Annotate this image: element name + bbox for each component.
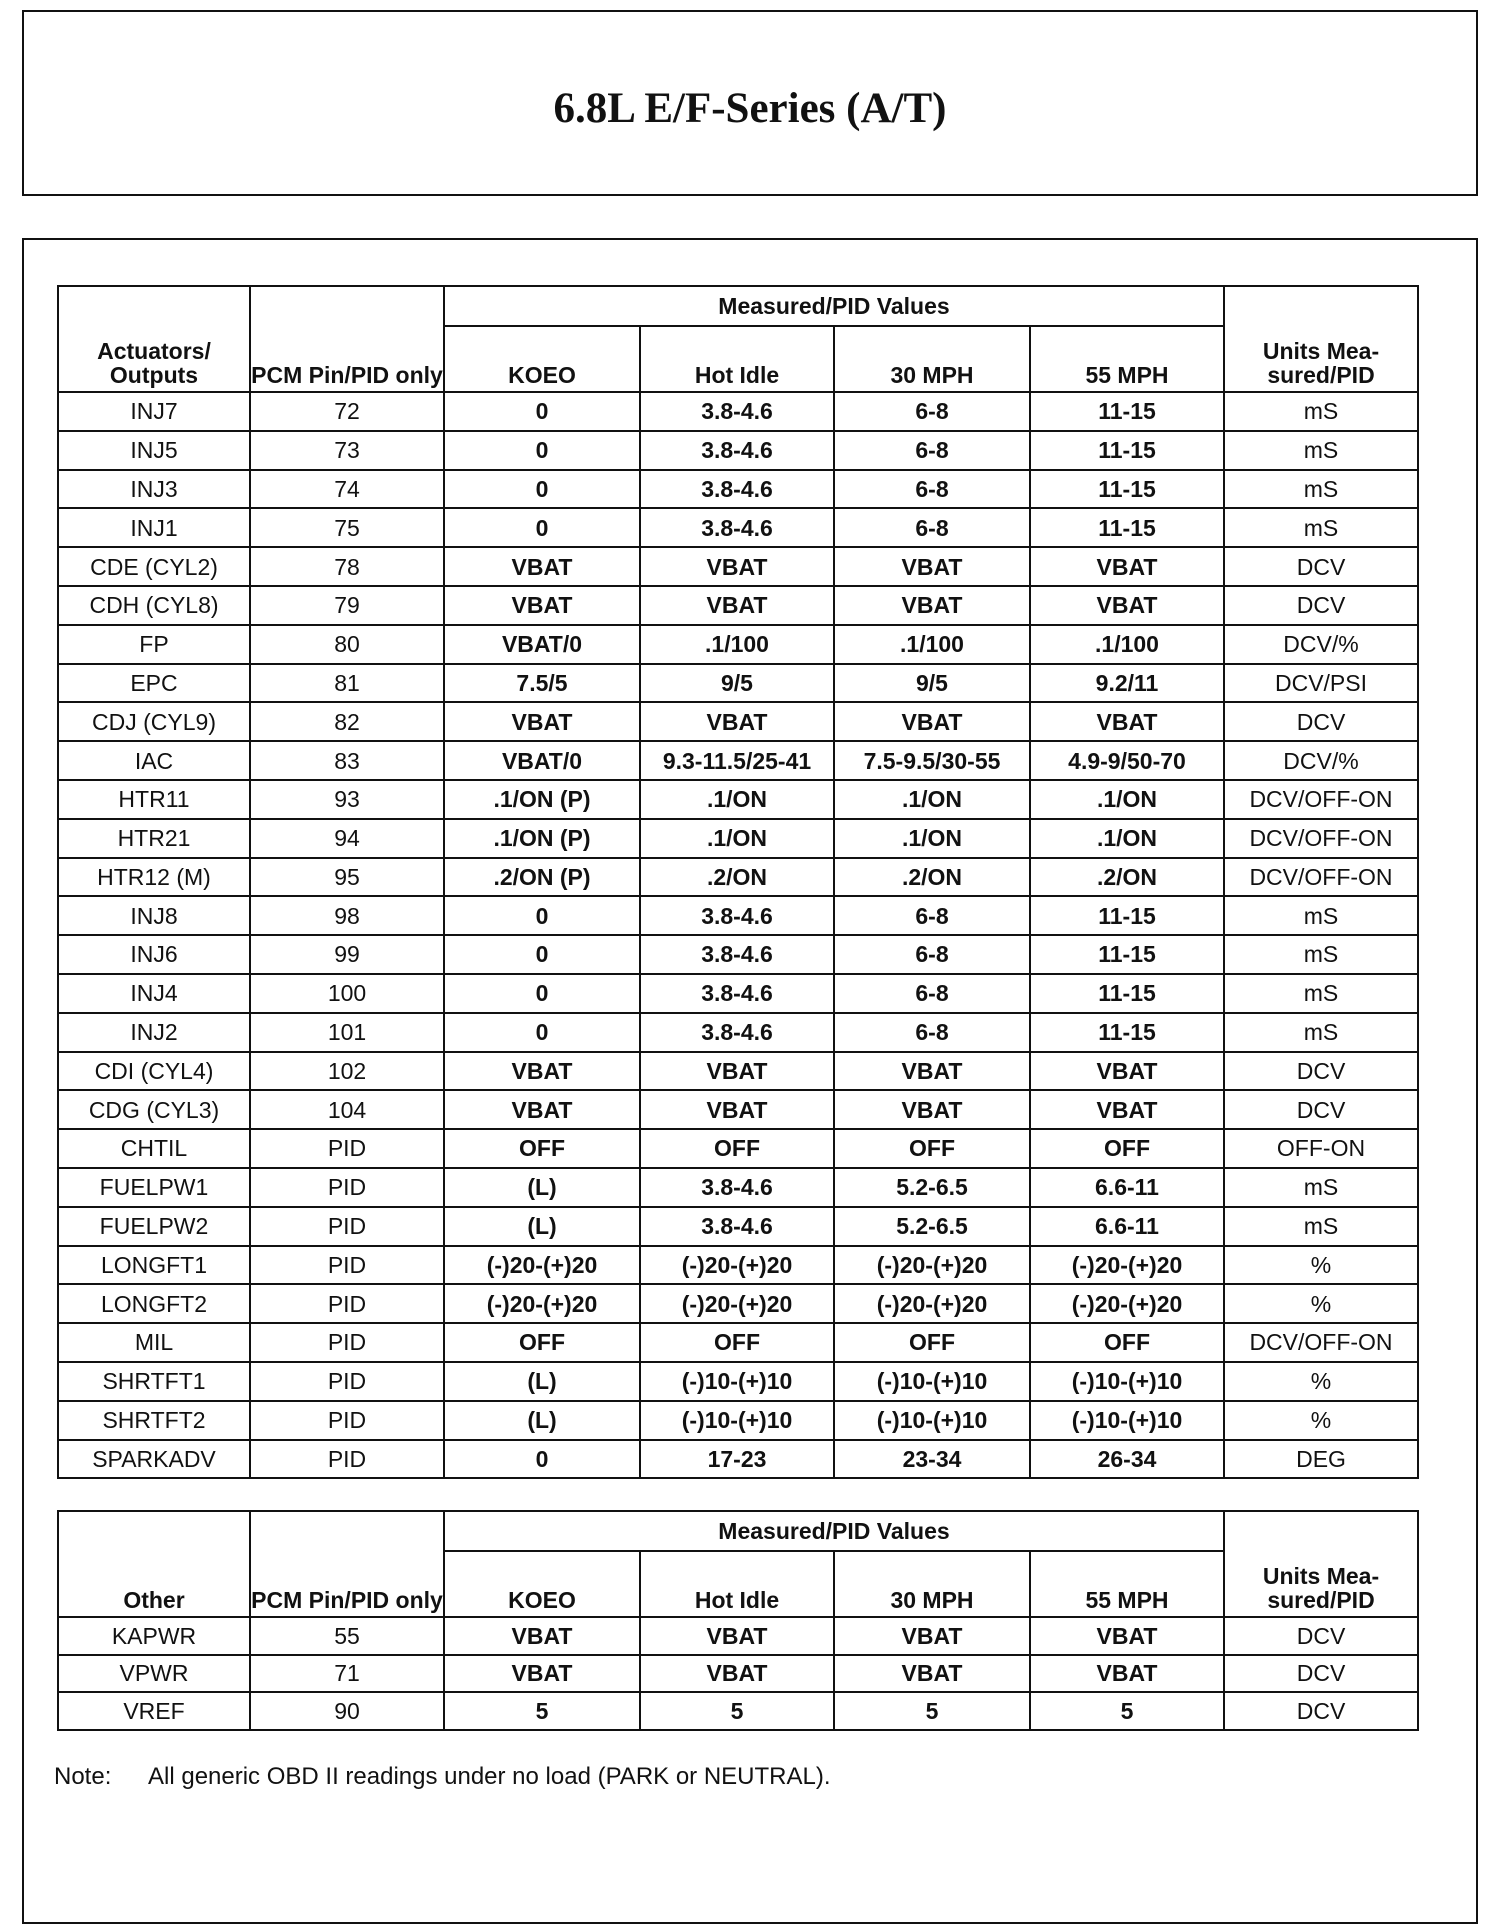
55mph-value: VBAT	[1030, 1090, 1224, 1129]
signal-name: SHRTFT2	[58, 1401, 250, 1440]
signal-name: CDJ (CYL9)	[58, 702, 250, 741]
signal-name: CDH (CYL8)	[58, 586, 250, 625]
55mph-value: VBAT	[1030, 586, 1224, 625]
col-header-hot-idle: Hot Idle	[640, 326, 834, 392]
55mph-value: (-)10-(+)10	[1030, 1362, 1224, 1401]
koeo-value: 0	[444, 974, 640, 1013]
pcm-pin: 55	[250, 1617, 444, 1655]
signal-name: VREF	[58, 1692, 250, 1730]
55mph-value: VBAT	[1030, 547, 1224, 586]
col-header-units: Units Mea- sured/PID	[1224, 1511, 1418, 1617]
units: mS	[1224, 470, 1418, 509]
pcm-pin: 100	[250, 974, 444, 1013]
pcm-pin: 104	[250, 1090, 444, 1129]
table-row	[58, 974, 1418, 1013]
30mph-value: .1/ON	[834, 780, 1030, 819]
koeo-value: 0	[444, 935, 640, 974]
units: DCV	[1224, 1692, 1418, 1730]
pcm-pin: 75	[250, 508, 444, 547]
signal-name: CDG (CYL3)	[58, 1090, 250, 1129]
hot-idle-value: 3.8-4.6	[640, 431, 834, 470]
koeo-value: (L)	[444, 1401, 640, 1440]
hot-idle-value: 3.8-4.6	[640, 1207, 834, 1246]
units: mS	[1224, 1168, 1418, 1207]
koeo-value: OFF	[444, 1129, 640, 1168]
table-row	[58, 702, 1418, 741]
table-row	[58, 664, 1418, 703]
pcm-pin: PID	[250, 1168, 444, 1207]
pcm-pin: 99	[250, 935, 444, 974]
table-row	[58, 1323, 1418, 1362]
koeo-value: VBAT	[444, 1090, 640, 1129]
units: mS	[1224, 935, 1418, 974]
koeo-value: VBAT	[444, 702, 640, 741]
units: DCV	[1224, 1617, 1418, 1655]
hot-idle-value: VBAT	[640, 586, 834, 625]
30mph-value: 5.2-6.5	[834, 1207, 1030, 1246]
30mph-value: VBAT	[834, 1090, 1030, 1129]
hot-idle-value: OFF	[640, 1129, 834, 1168]
units: DCV/OFF-ON	[1224, 1323, 1418, 1362]
col-header-hot-idle: Hot Idle	[640, 1551, 834, 1617]
pcm-pin: 80	[250, 625, 444, 664]
signal-name: SPARKADV	[58, 1440, 250, 1479]
koeo-value: .1/ON (P)	[444, 819, 640, 858]
signal-name: INJ4	[58, 974, 250, 1013]
30mph-value: (-)20-(+)20	[834, 1246, 1030, 1285]
30mph-value: 5	[834, 1692, 1030, 1730]
table-row	[58, 1207, 1418, 1246]
55mph-value: (-)20-(+)20	[1030, 1284, 1224, 1323]
signal-name: VPWR	[58, 1655, 250, 1693]
koeo-value: VBAT/0	[444, 741, 640, 780]
pcm-pin: 79	[250, 586, 444, 625]
55mph-value: 4.9-9/50-70	[1030, 741, 1224, 780]
hot-idle-value: (-)10-(+)10	[640, 1362, 834, 1401]
koeo-value: OFF	[444, 1323, 640, 1362]
pcm-pin: 72	[250, 392, 444, 431]
koeo-value: (L)	[444, 1207, 640, 1246]
hot-idle-value: VBAT	[640, 1052, 834, 1091]
units: mS	[1224, 508, 1418, 547]
pcm-pin: PID	[250, 1246, 444, 1285]
55mph-value: VBAT	[1030, 1655, 1224, 1693]
hot-idle-value: 3.8-4.6	[640, 470, 834, 509]
pcm-pin: PID	[250, 1362, 444, 1401]
table-row	[58, 741, 1418, 780]
hot-idle-value: .1/ON	[640, 819, 834, 858]
signal-name: INJ7	[58, 392, 250, 431]
table-row	[58, 819, 1418, 858]
signal-name: INJ1	[58, 508, 250, 547]
pcm-pin: 78	[250, 547, 444, 586]
table-row	[58, 586, 1418, 625]
units: DCV	[1224, 1655, 1418, 1693]
koeo-value: 7.5/5	[444, 664, 640, 703]
55mph-value: 11-15	[1030, 896, 1224, 935]
signal-name: KAPWR	[58, 1617, 250, 1655]
table-row	[58, 935, 1418, 974]
30mph-value: OFF	[834, 1129, 1030, 1168]
koeo-value: VBAT/0	[444, 625, 640, 664]
hot-idle-value: VBAT	[640, 1655, 834, 1693]
col-header-koeo: KOEO	[444, 1551, 640, 1617]
pcm-pin: PID	[250, 1440, 444, 1479]
table-row	[58, 431, 1418, 470]
30mph-value: 6-8	[834, 470, 1030, 509]
table-row	[58, 896, 1418, 935]
30mph-value: 6-8	[834, 508, 1030, 547]
55mph-value: (-)20-(+)20	[1030, 1246, 1224, 1285]
table-row	[58, 470, 1418, 509]
units: %	[1224, 1362, 1418, 1401]
table-row	[58, 1129, 1418, 1168]
pcm-pin: 71	[250, 1655, 444, 1693]
hot-idle-value: .2/ON	[640, 858, 834, 897]
koeo-value: (L)	[444, 1168, 640, 1207]
55mph-value: VBAT	[1030, 1052, 1224, 1091]
koeo-value: .1/ON (P)	[444, 780, 640, 819]
units: DCV	[1224, 1090, 1418, 1129]
55mph-value: 11-15	[1030, 935, 1224, 974]
hot-idle-value: 9.3-11.5/25-41	[640, 741, 834, 780]
pcm-pin: 94	[250, 819, 444, 858]
pcm-pin: 82	[250, 702, 444, 741]
signal-name: HTR11	[58, 780, 250, 819]
units: mS	[1224, 1013, 1418, 1052]
30mph-value: .1/100	[834, 625, 1030, 664]
30mph-value: VBAT	[834, 586, 1030, 625]
signal-name: HTR21	[58, 819, 250, 858]
other-table	[57, 1510, 1419, 1731]
table-row	[58, 392, 1418, 431]
col-header-55mph: 55 MPH	[1030, 1551, 1224, 1617]
hot-idle-value: .1/100	[640, 625, 834, 664]
col-header-pcm-pin: PCM Pin/PID only	[250, 286, 444, 392]
pcm-pin: 73	[250, 431, 444, 470]
55mph-value: 6.6-11	[1030, 1168, 1224, 1207]
units: DCV/OFF-ON	[1224, 780, 1418, 819]
signal-name: HTR12 (M)	[58, 858, 250, 897]
signal-name: CHTIL	[58, 1129, 250, 1168]
table-row	[58, 1440, 1418, 1479]
col-header-30mph: 30 MPH	[834, 1551, 1030, 1617]
pcm-pin: PID	[250, 1323, 444, 1362]
55mph-value: .1/ON	[1030, 819, 1224, 858]
55mph-value: .1/100	[1030, 625, 1224, 664]
pcm-pin: 98	[250, 896, 444, 935]
30mph-value: VBAT	[834, 547, 1030, 586]
pcm-pin: 93	[250, 780, 444, 819]
signal-name: INJ8	[58, 896, 250, 935]
signal-name: INJ5	[58, 431, 250, 470]
col-header-koeo: KOEO	[444, 326, 640, 392]
table-row	[58, 508, 1418, 547]
hot-idle-value: .1/ON	[640, 780, 834, 819]
units: mS	[1224, 392, 1418, 431]
table-row	[58, 1013, 1418, 1052]
30mph-value: VBAT	[834, 1617, 1030, 1655]
table-row	[58, 625, 1418, 664]
units: DCV	[1224, 1052, 1418, 1091]
table-row	[58, 1052, 1418, 1091]
pcm-pin: PID	[250, 1129, 444, 1168]
55mph-value: 11-15	[1030, 508, 1224, 547]
signal-name: FP	[58, 625, 250, 664]
30mph-value: 6-8	[834, 974, 1030, 1013]
hot-idle-value: 3.8-4.6	[640, 974, 834, 1013]
hot-idle-value: 3.8-4.6	[640, 392, 834, 431]
table-row	[58, 1090, 1418, 1129]
units: DCV/PSI	[1224, 664, 1418, 703]
koeo-value: 5	[444, 1692, 640, 1730]
55mph-value: 11-15	[1030, 431, 1224, 470]
signal-name: INJ6	[58, 935, 250, 974]
30mph-value: OFF	[834, 1323, 1030, 1362]
units: mS	[1224, 896, 1418, 935]
col-header-other: Other	[58, 1511, 250, 1617]
koeo-value: 0	[444, 508, 640, 547]
koeo-value: VBAT	[444, 586, 640, 625]
55mph-value: .1/ON	[1030, 780, 1224, 819]
koeo-value: VBAT	[444, 1052, 640, 1091]
signal-name: INJ3	[58, 470, 250, 509]
pcm-pin: 102	[250, 1052, 444, 1091]
hot-idle-value: (-)10-(+)10	[640, 1401, 834, 1440]
55mph-value: .2/ON	[1030, 858, 1224, 897]
col-header-55mph: 55 MPH	[1030, 326, 1224, 392]
units: mS	[1224, 431, 1418, 470]
table-row	[58, 1655, 1418, 1693]
table-row	[58, 858, 1418, 897]
units: DCV/%	[1224, 625, 1418, 664]
hot-idle-value: VBAT	[640, 702, 834, 741]
signal-name: EPC	[58, 664, 250, 703]
hot-idle-value: VBAT	[640, 547, 834, 586]
30mph-value: VBAT	[834, 1655, 1030, 1693]
30mph-value: .2/ON	[834, 858, 1030, 897]
table-row	[58, 547, 1418, 586]
koeo-value: 0	[444, 470, 640, 509]
30mph-value: (-)20-(+)20	[834, 1284, 1030, 1323]
hot-idle-value: 9/5	[640, 664, 834, 703]
units: DCV	[1224, 547, 1418, 586]
hot-idle-value: 3.8-4.6	[640, 1168, 834, 1207]
30mph-value: 7.5-9.5/30-55	[834, 741, 1030, 780]
pcm-pin: 90	[250, 1692, 444, 1730]
pcm-pin: 95	[250, 858, 444, 897]
group-header-measured: Measured/PID Values	[444, 1511, 1224, 1551]
55mph-value: OFF	[1030, 1323, 1224, 1362]
30mph-value: (-)10-(+)10	[834, 1362, 1030, 1401]
koeo-value: (L)	[444, 1362, 640, 1401]
page-title: 6.8L E/F-Series (A/T)	[553, 85, 947, 132]
30mph-value: 6-8	[834, 392, 1030, 431]
pcm-pin: 101	[250, 1013, 444, 1052]
hot-idle-value: 3.8-4.6	[640, 935, 834, 974]
hot-idle-value: 3.8-4.6	[640, 896, 834, 935]
signal-name: IAC	[58, 741, 250, 780]
55mph-value: 11-15	[1030, 1013, 1224, 1052]
koeo-value: .2/ON (P)	[444, 858, 640, 897]
units: DCV/OFF-ON	[1224, 858, 1418, 897]
table-row	[58, 1692, 1418, 1730]
koeo-value: 0	[444, 1440, 640, 1479]
units: %	[1224, 1246, 1418, 1285]
units: mS	[1224, 974, 1418, 1013]
koeo-value: 0	[444, 431, 640, 470]
30mph-value: VBAT	[834, 702, 1030, 741]
30mph-value: VBAT	[834, 1052, 1030, 1091]
signal-name: SHRTFT1	[58, 1362, 250, 1401]
group-header-measured: Measured/PID Values	[444, 286, 1224, 326]
30mph-value: 9/5	[834, 664, 1030, 703]
col-header-pcm-pin: PCM Pin/PID only	[250, 1511, 444, 1617]
hot-idle-value: 17-23	[640, 1440, 834, 1479]
hot-idle-value: 5	[640, 1692, 834, 1730]
hot-idle-value: OFF	[640, 1323, 834, 1362]
units: DCV/OFF-ON	[1224, 819, 1418, 858]
30mph-value: 6-8	[834, 935, 1030, 974]
actuators-outputs-table	[57, 285, 1419, 1479]
hot-idle-value: 3.8-4.6	[640, 1013, 834, 1052]
30mph-value: .1/ON	[834, 819, 1030, 858]
koeo-value: VBAT	[444, 1655, 640, 1693]
pcm-pin: 83	[250, 741, 444, 780]
55mph-value: VBAT	[1030, 1617, 1224, 1655]
title-box	[22, 10, 1478, 196]
units: DCV/%	[1224, 741, 1418, 780]
units: DEG	[1224, 1440, 1418, 1479]
signal-name: FUELPW2	[58, 1207, 250, 1246]
pcm-pin: PID	[250, 1284, 444, 1323]
koeo-value: 0	[444, 896, 640, 935]
table-row	[58, 1617, 1418, 1655]
pcm-pin: 74	[250, 470, 444, 509]
units: DCV	[1224, 586, 1418, 625]
signal-name: CDE (CYL2)	[58, 547, 250, 586]
table-row	[58, 1284, 1418, 1323]
col-header-30mph: 30 MPH	[834, 326, 1030, 392]
units: OFF-ON	[1224, 1129, 1418, 1168]
koeo-value: (-)20-(+)20	[444, 1246, 640, 1285]
hot-idle-value: (-)20-(+)20	[640, 1246, 834, 1285]
signal-name: MIL	[58, 1323, 250, 1362]
30mph-value: 6-8	[834, 431, 1030, 470]
note-text: All generic OBD II readings under no load (PARK or NEUTRAL).	[148, 1763, 831, 1790]
55mph-value: (-)10-(+)10	[1030, 1401, 1224, 1440]
hot-idle-value: VBAT	[640, 1617, 834, 1655]
pcm-pin: PID	[250, 1207, 444, 1246]
55mph-value: 11-15	[1030, 470, 1224, 509]
hot-idle-value: (-)20-(+)20	[640, 1284, 834, 1323]
hot-idle-value: 3.8-4.6	[640, 508, 834, 547]
table-row	[58, 1401, 1418, 1440]
55mph-value: 5	[1030, 1692, 1224, 1730]
note-label: Note:	[54, 1763, 112, 1790]
koeo-value: VBAT	[444, 1617, 640, 1655]
koeo-value: 0	[444, 1013, 640, 1052]
koeo-value: (-)20-(+)20	[444, 1284, 640, 1323]
30mph-value: 6-8	[834, 896, 1030, 935]
pcm-pin: PID	[250, 1401, 444, 1440]
signal-name: LONGFT1	[58, 1246, 250, 1285]
table-row	[58, 1168, 1418, 1207]
units: DCV	[1224, 702, 1418, 741]
55mph-value: OFF	[1030, 1129, 1224, 1168]
55mph-value: 6.6-11	[1030, 1207, 1224, 1246]
55mph-value: 11-15	[1030, 974, 1224, 1013]
55mph-value: VBAT	[1030, 702, 1224, 741]
55mph-value: 26-34	[1030, 1440, 1224, 1479]
signal-name: INJ2	[58, 1013, 250, 1052]
table-row	[58, 1362, 1418, 1401]
col-header-units: Units Mea- sured/PID	[1224, 286, 1418, 392]
55mph-value: 11-15	[1030, 392, 1224, 431]
footnote	[54, 1763, 831, 1791]
units: %	[1224, 1401, 1418, 1440]
30mph-value: 23-34	[834, 1440, 1030, 1479]
units: mS	[1224, 1207, 1418, 1246]
col-header-actuators: Actuators/ Outputs	[58, 286, 250, 392]
30mph-value: 6-8	[834, 1013, 1030, 1052]
30mph-value: (-)10-(+)10	[834, 1401, 1030, 1440]
signal-name: LONGFT2	[58, 1284, 250, 1323]
hot-idle-value: VBAT	[640, 1090, 834, 1129]
pcm-pin: 81	[250, 664, 444, 703]
table-row	[58, 1246, 1418, 1285]
koeo-value: 0	[444, 392, 640, 431]
signal-name: CDI (CYL4)	[58, 1052, 250, 1091]
units: %	[1224, 1284, 1418, 1323]
30mph-value: 5.2-6.5	[834, 1168, 1030, 1207]
55mph-value: 9.2/11	[1030, 664, 1224, 703]
table-row	[58, 780, 1418, 819]
signal-name: FUELPW1	[58, 1168, 250, 1207]
koeo-value: VBAT	[444, 547, 640, 586]
